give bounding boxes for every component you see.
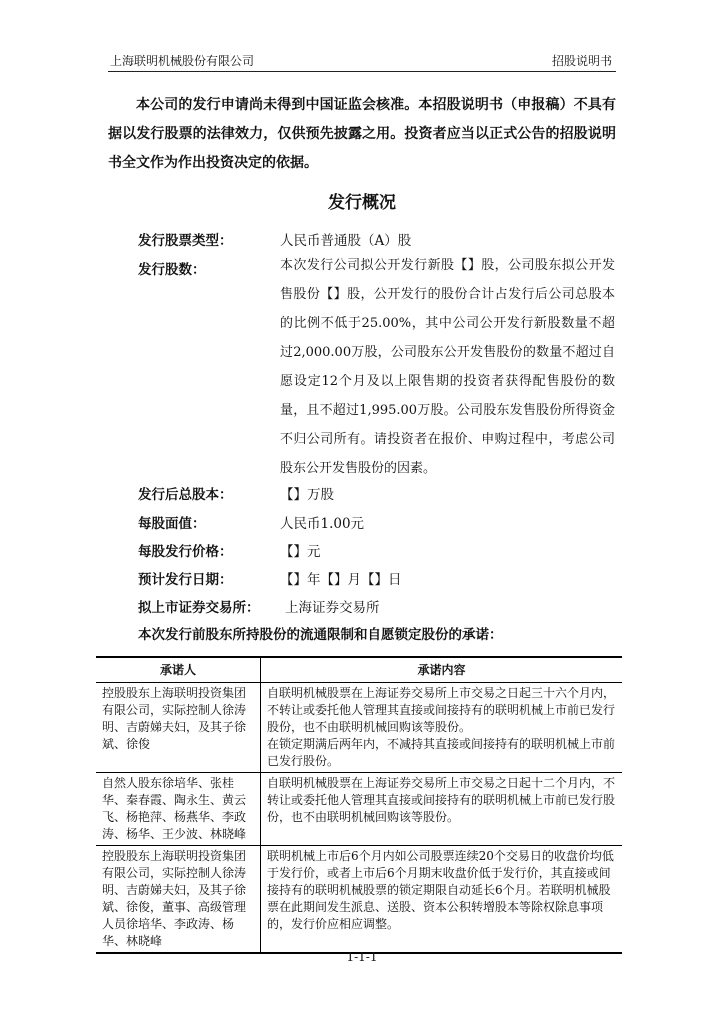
price-value: 【】元 bbox=[280, 544, 321, 560]
page-title: 发行概况 bbox=[328, 193, 396, 213]
par-value-value: 人民币1.00元 bbox=[280, 516, 365, 532]
commitment-table bbox=[96, 656, 622, 954]
exchange-value: 上海证券交易所 bbox=[285, 600, 380, 616]
page-number: 1-1-1 bbox=[346, 950, 378, 964]
exchange-label: 拟上市证券交易所： bbox=[138, 600, 260, 616]
total-capital-label: 发行后总股本： bbox=[138, 487, 233, 503]
stock-type-label: 发行股票类型： bbox=[138, 233, 233, 249]
commitment-heading: 本次发行前股东所持股份的流通限制和自愿锁定股份的承诺： bbox=[138, 627, 503, 643]
shares-label: 发行股数： bbox=[138, 262, 206, 278]
column-header-content: 承诺内容 bbox=[261, 657, 623, 683]
party-cell: 控股股东上海联明投资集团有限公司，实际控制人徐涛明、吉蔚娣夫妇，及其子徐斌、徐俊，董事、高级管理人员徐培华、李政涛、杨华、林晓峰 bbox=[96, 846, 261, 954]
table-row bbox=[96, 846, 622, 954]
par-value-label: 每股面值： bbox=[138, 516, 206, 532]
date-value: 【】年【】月【】日 bbox=[280, 572, 402, 588]
table-row bbox=[96, 683, 622, 773]
preliminary-notice: 本公司的发行申请尚未得到中国证监会核准。本招股说明书（申报稿）不具有据以发行股票的法律效力，仅供预先披露之用。投资者应当以正式公告的招股说明书全文作为作出投资决定的依据。 bbox=[108, 97, 616, 171]
content-paragraph: 自联明机械股票在上海证券交易所上市交易之日起十二个月内，不转让或委托他人管理其直接或间接持有的联明机械上市前已发行股份，也不由联明机械回购该等股份。 bbox=[267, 776, 616, 824]
content-cell bbox=[261, 846, 623, 954]
price-label: 每股发行价格： bbox=[138, 544, 233, 560]
column-header-party: 承诺人 bbox=[96, 657, 261, 683]
header-company: 上海联明机械股份有限公司 bbox=[110, 54, 255, 68]
shares-value: 本次发行公司拟公开发行新股【】股，公司股东拟公开发售股份【】股，公开发行的股份合计占发行后公司总股本的比例不低于25.00%，其中公司公开发行新股数量不超过2,000.00万股，公司股东公开发售股份的数量不超过自愿设定12个月及以上限售期的投资者获得配售股份的数量，且不超过1,995.00万股。公司股东发售股份所得资金不归公司所有。请投资者在报价、申购过程中，考虑公司股东公开发售股份的因素。 bbox=[280, 258, 615, 476]
content-cell bbox=[261, 683, 623, 773]
content-cell bbox=[261, 773, 623, 846]
party-cell: 自然人股东徐培华、张桂华、秦春霞、陶永生、黄云飞、杨艳萍、杨燕华、李政涛、杨华、王少波、林晓峰 bbox=[96, 773, 261, 846]
date-label: 预计发行日期： bbox=[138, 572, 233, 588]
content-paragraph: 自联明机械股票在上海证券交易所上市交易之日起三十六个月内，不转让或委托他人管理其直接或间接持有的联明机械上市前已发行股份，也不由联明机械回购该等股份。 bbox=[267, 686, 616, 734]
content-paragraph: 在锁定期满后两年内，不减持其直接或间接持有的联明机械上市前已发行股份。 bbox=[267, 737, 616, 768]
content-paragraph: 联明机械上市后6个月内如公司股票连续20个交易日的收盘价均低于发行价，或者上市后6个月期末收盘价低于发行价，其直接或间接持有的联明机械股票的锁定期限自动延长6个月。若联明机械股票在此期间发生派息、送股、资本公积转增股本等除权除息事项的，发行价应相应调整。 bbox=[267, 849, 614, 931]
header-doc-type: 招股说明书 bbox=[551, 54, 612, 68]
header-divider bbox=[108, 71, 616, 72]
total-capital-value: 【】万股 bbox=[280, 487, 334, 503]
stock-type-value: 人民币普通股（A）股 bbox=[280, 233, 412, 249]
table-row bbox=[96, 773, 622, 846]
party-cell: 控股股东上海联明投资集团有限公司，实际控制人徐涛明、吉蔚娣夫妇，及其子徐斌、徐俊 bbox=[96, 683, 261, 773]
